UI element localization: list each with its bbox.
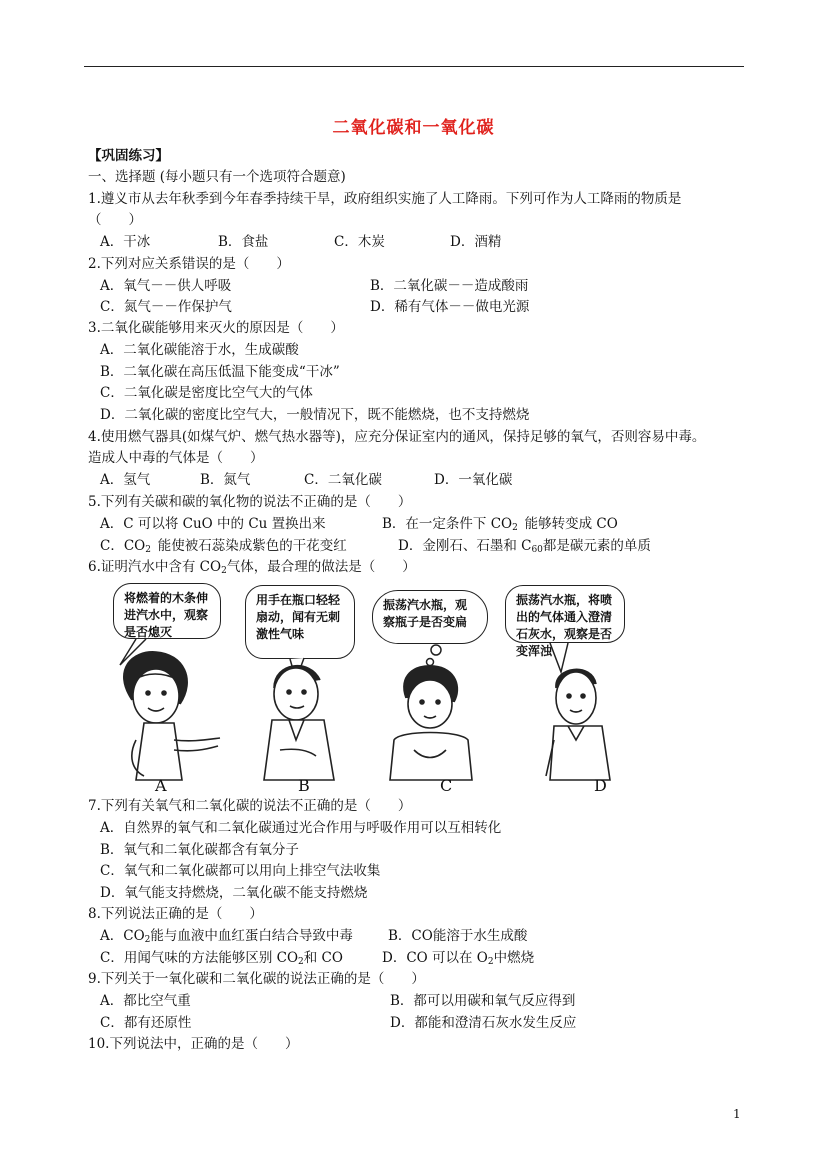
q5-stem: 5.下列有关碳和碳的氧化物的说法不正确的是（ ）: [88, 494, 412, 510]
q4-stem: 4.使用燃气器具(如煤气炉、燃气热水器等)，应充分保证室内的通风，保持足够的氧气，否则容易中毒。: [88, 429, 706, 445]
q7-option: A．自然界的氧气和二氧化碳通过光合作用与呼吸作用可以互相转化: [100, 820, 502, 836]
q3-option: D．二氧化碳的密度比空气大，一般情况下，既不能燃烧，也不支持燃烧: [100, 407, 530, 423]
q7-option: D．氧气能支持燃烧，二氧化碳不能支持燃烧: [100, 885, 368, 901]
thought-dot: [431, 645, 441, 655]
q9-option: D．都能和澄清石灰水发生反应: [390, 1015, 577, 1031]
q1-option: D．酒精: [450, 234, 502, 250]
q9-option: A．都比空气重: [100, 993, 191, 1009]
figure-label-d: D: [594, 776, 607, 795]
q1-stem-cont: （ ）: [88, 212, 142, 228]
instructions: 一、选择题 (每小题只有一个选项符合题意): [88, 169, 346, 185]
person-b-figure: [264, 666, 334, 780]
q5-option-c: C．$CO_2$ 能使被石蕊染成紫色的干花变红: [100, 538, 347, 555]
q4-option: A．氢气: [100, 472, 151, 488]
q5-option-b: B．在一定条件下 $CO_2$ 能够转变成 CO: [382, 516, 618, 533]
q2-option: C．氮气－－作保护气: [100, 299, 232, 315]
person-c-figure: [390, 666, 472, 780]
cartoon-figures: [84, 580, 644, 800]
q2-option: D．稀有气体－－做电光源: [370, 299, 530, 315]
q1-option: B．食盐: [218, 234, 269, 250]
q2-option: B．二氧化碳－－造成酸雨: [370, 278, 529, 294]
q1-option: A．干冰: [100, 234, 151, 250]
q2-stem: 2.下列对应关系错误的是（ ）: [88, 256, 290, 272]
figure-label-a: A: [155, 776, 167, 795]
speech-bubble-b: 用手在瓶口轻轻扇动，闻有无刺激性气味: [245, 585, 355, 659]
q7-option: C．氧气和二氧化碳都可以用向上排空气法收集: [100, 863, 381, 879]
person-d-figure: [546, 669, 610, 780]
q9-stem: 9.下列关于一氧化碳和二氧化碳的说法正确的是（ ）: [88, 971, 425, 987]
q4-option: B．氮气: [200, 472, 251, 488]
bubble-tail-d: [550, 643, 568, 672]
q8-option-a: A．$CO_2$能与血液中血红蛋白结合导致中毒: [100, 928, 353, 945]
q3-option: B．二氧化碳在高压低温下能变成“干冰”: [100, 364, 340, 380]
person-a-figure: [124, 652, 220, 780]
q3-stem: 3.二氧化碳能够用来灭火的原因是（ ）: [88, 320, 344, 336]
q8-option-c: C．用闻气味的方法能够区别 $CO_2$和 CO: [100, 950, 343, 967]
q4-option: D．一氧化碳: [434, 472, 513, 488]
page-number: 1: [733, 1107, 741, 1121]
q1-option: C．木炭: [334, 234, 385, 250]
q3-option: A．二氧化碳能溶于水，生成碳酸: [100, 342, 299, 358]
q6-stem: 6.证明汽水中含有 $CO_2$气体，最合理的做法是（ ）: [88, 559, 416, 576]
q7-option: B．氧气和二氧化碳都含有氧分子: [100, 842, 299, 858]
page-title: 二氧化碳和一氧化碳: [332, 118, 495, 138]
thought-bubble-c: 振荡汽水瓶，观察瓶子是否变扁: [372, 590, 488, 644]
section-heading: 【巩固练习】: [88, 148, 169, 164]
q4-option: C．二氧化碳: [304, 472, 382, 488]
q1-stem: 1.遵义市从去年秋季到今年春季持续干旱，政府组织实施了人工降雨。下列可作为人工降雨的物质是: [88, 191, 682, 207]
q5-option-a: A．C 可以将 CuO 中的 Cu 置换出来: [100, 516, 326, 532]
q8-stem: 8.下列说法正确的是（ ）: [88, 906, 263, 922]
q9-option: C．都有还原性: [100, 1015, 192, 1031]
figure-label-b: B: [298, 776, 310, 795]
q10-stem: 10.下列说法中，正确的是（ ）: [88, 1036, 299, 1052]
q8-option-d: D．CO 可以在 $O_2$中燃烧: [382, 950, 535, 967]
q9-option: B．都可以用碳和氧气反应得到: [390, 993, 576, 1009]
q2-option: A．氧气－－供人呼吸: [100, 278, 232, 294]
figure-label-c: C: [440, 776, 453, 795]
q7-stem: 7.下列有关氧气和二氧化碳的说法不正确的是（ ）: [88, 798, 412, 814]
q3-option: C．二氧化碳是密度比空气大的气体: [100, 385, 313, 401]
speech-bubble-a: 将燃着的木条伸进汽水中，观察是否熄灭: [113, 583, 221, 639]
q4-stem-cont: 造成人中毒的气体是（ ）: [88, 450, 264, 466]
q8-option-b: B．CO能溶于水生成酸: [388, 928, 528, 944]
header-rule: [84, 66, 744, 67]
speech-bubble-d: 振荡汽水瓶，将喷出的气体通入澄清石灰水，观察是否变浑浊: [505, 585, 625, 643]
thought-dot: [427, 659, 434, 666]
q5-option-d: D．金刚石、石墨和 $C_{60}$都是碳元素的单质: [398, 538, 651, 555]
